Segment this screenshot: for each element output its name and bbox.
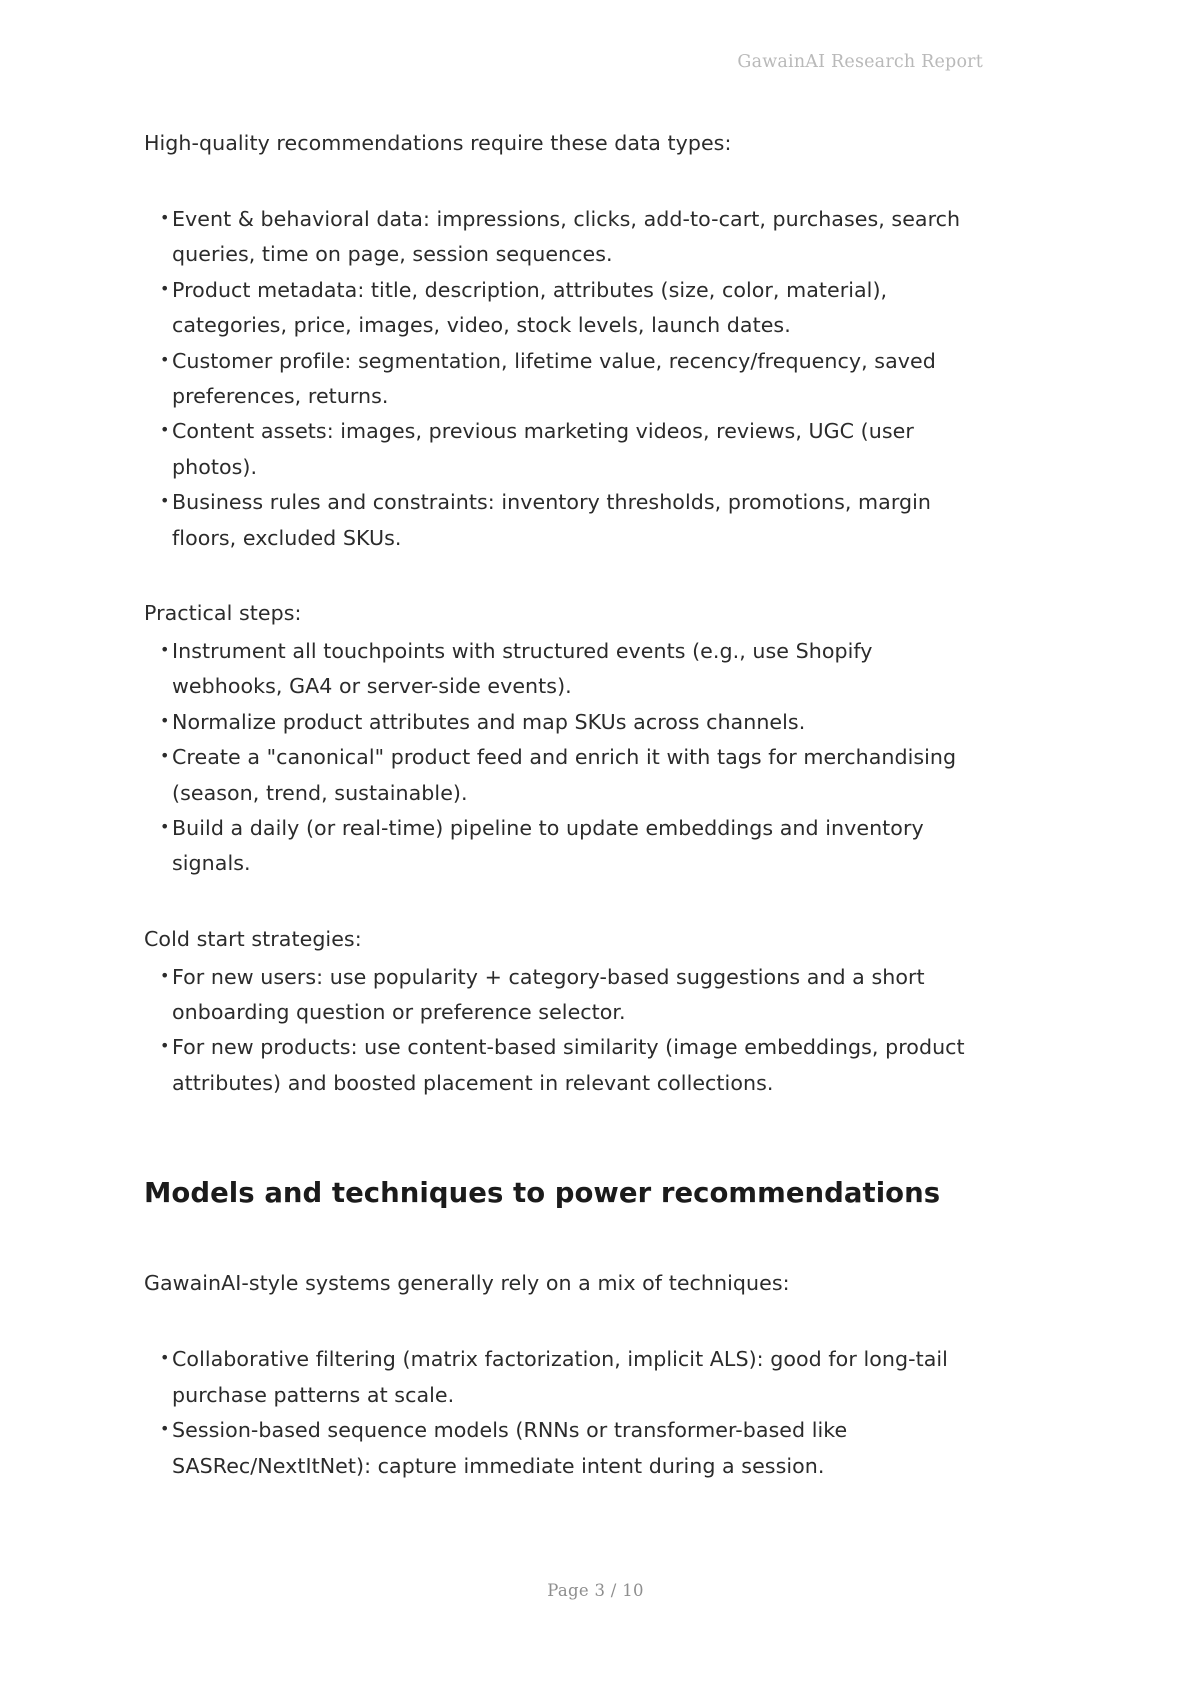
list-item: • Build a daily (or real-time) pipeline to update embeddings and inventory signals. — [144, 811, 976, 882]
list-item: • For new users: use popularity + category-based suggestions and a short onboarding question or preference selector. — [144, 960, 976, 1031]
models-list — [144, 1342, 976, 1484]
spacer — [144, 882, 976, 924]
list-item: • For new products: use content-based similarity (image embeddings, product attributes) and boosted placement in relevant collections. — [144, 1030, 976, 1101]
models-intro-paragraph: GawainAI-style systems generally rely on a mix of techniques: — [144, 1271, 790, 1296]
intro-paragraph: High-quality recommendations require these data types: — [144, 131, 732, 155]
cold-start-list — [144, 960, 976, 1102]
list-item: • Instrument all touchpoints with structured events (e.g., use Shopify webhooks, GA4 or server-side events). — [144, 634, 976, 705]
spacer — [144, 160, 976, 202]
list-item: • Business rules and constraints: inventory thresholds, promotions, margin floors, excluded SKUs. — [144, 485, 976, 556]
list-item: • Content assets: images, previous marketing videos, reviews, UGC (user photos). — [144, 414, 976, 485]
page-footer: Page 3 / 10 — [547, 1581, 644, 1600]
list-item: • Normalize product attributes and map SKUs across channels. — [144, 705, 976, 740]
spacer — [144, 1101, 976, 1175]
spacer — [144, 556, 976, 598]
practical-steps-list — [144, 634, 976, 882]
data-types-list — [144, 202, 976, 556]
spacer — [144, 1300, 976, 1342]
cold-start-label: Cold start strategies: — [144, 926, 362, 951]
spacer — [144, 1212, 976, 1268]
list-item: • Session-based sequence models (RNNs or transformer-based like SASRec/NextItNet): capture immediate intent during a session. — [144, 1413, 976, 1484]
list-item: • Product metadata: title, description, attributes (size, color, material), categories, price, images, video, stock levels, launch dates. — [144, 273, 976, 344]
list-item: • Customer profile: segmentation, lifetime value, recency/frequency, saved preferences, returns. — [144, 344, 976, 415]
page-content — [144, 128, 976, 1484]
list-item: • Event & behavioral data: impressions, clicks, add-to-cart, purchases, search queries, time on page, session sequences. — [144, 202, 976, 273]
list-item: • Create a "canonical" product feed and enrich it with tags for merchandising (season, trend, sustainable). — [144, 740, 976, 811]
list-item: • Collaborative filtering (matrix factorization, implicit ALS): good for long-tail purchase patterns at scale. — [144, 1342, 976, 1413]
section-heading-models: Models and techniques to power recommendations — [144, 1177, 941, 1210]
running-header: GawainAI Research Report — [737, 52, 983, 72]
practical-steps-label: Practical steps: — [144, 600, 302, 625]
